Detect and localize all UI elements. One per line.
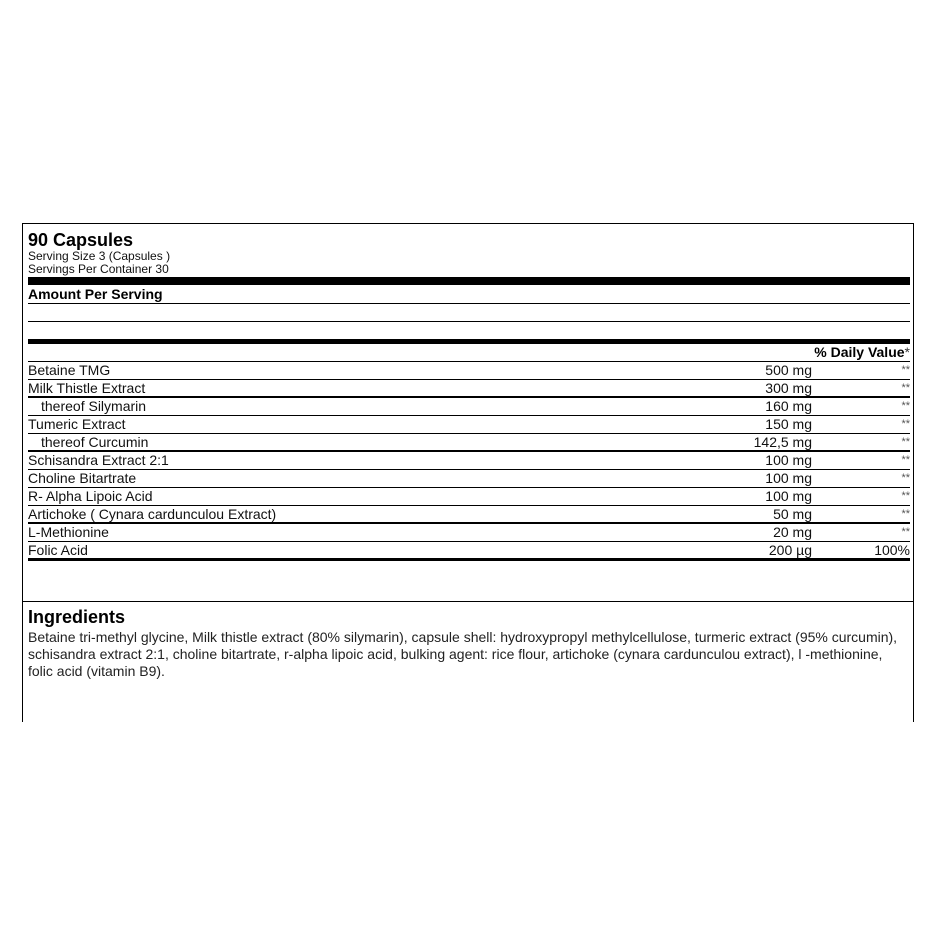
nutrient-row <box>28 434 910 452</box>
nutrient-name: Tumeric Extract <box>28 416 126 432</box>
nutrient-amount: 150 mg <box>765 416 812 432</box>
nutrient-row <box>28 470 910 488</box>
nutrient-name: Artichoke ( Cynara cardunculou Extract) <box>28 506 277 522</box>
nutrient-daily-value: ** <box>901 472 910 484</box>
nutrient-row <box>28 416 910 434</box>
nutrient-amount: 20 mg <box>773 524 812 540</box>
nutrient-amount: 500 mg <box>765 362 812 378</box>
nutrient-name: Choline Bitartrate <box>28 470 137 486</box>
nutrient-row <box>28 398 910 416</box>
nutrient-name: R- Alpha Lipoic Acid <box>28 488 153 504</box>
nutrient-daily-value: ** <box>901 382 910 394</box>
ingredients-section <box>28 605 898 680</box>
nutrient-amount: 100 mg <box>765 470 812 486</box>
daily-value-header <box>28 344 910 362</box>
nutrient-daily-value: ** <box>901 364 910 376</box>
nutrient-name: Folic Acid <box>28 542 88 558</box>
product-title: 90 Capsules <box>28 230 134 250</box>
daily-value-label: % Daily Value <box>814 344 905 360</box>
servings-per-container: Servings Per Container 30 <box>28 262 169 276</box>
amount-per-serving-heading: Amount Per Serving <box>28 285 910 304</box>
nutrient-amount: 200 µg <box>768 542 812 558</box>
section-divider <box>23 601 913 602</box>
nutrient-name: thereof Silymarin <box>41 398 147 414</box>
nutrient-row <box>28 506 910 524</box>
serving-size: Serving Size 3 (Capsules ) <box>28 249 171 263</box>
nutrient-daily-value: ** <box>901 418 910 430</box>
nutrient-daily-value: ** <box>901 400 910 412</box>
nutrient-amount: 100 mg <box>765 452 812 468</box>
nutrient-row <box>28 542 910 561</box>
thick-divider <box>28 277 910 285</box>
nutrient-daily-value: ** <box>901 490 910 502</box>
nutrient-name: thereof Curcumin <box>41 434 149 450</box>
nutrient-daily-value: ** <box>901 508 910 520</box>
supplement-facts-panel <box>28 224 910 561</box>
nutrient-row <box>28 524 910 542</box>
nutrient-amount: 300 mg <box>765 380 812 396</box>
nutrient-name: Schisandra Extract 2:1 <box>28 452 169 468</box>
nutrient-amount: 142,5 mg <box>753 434 812 450</box>
ingredients-text: Betaine tri-methyl glycine, Milk thistle extract (80% silymarin), capsule shell: hydroxypropyl methylcellulose, turmeric extract (95% curcumin), schisandra extract 2:1, choline bitartrate, r-alpha lipoic acid, bulking agent: rice flour, artichoke (cynara cardunculou extract), l -methionine, folic acid (vitamin B9). <box>28 629 898 679</box>
nutrient-amount: 100 mg <box>765 488 812 504</box>
nutrient-row <box>28 362 910 380</box>
nutrient-name: Milk Thistle Extract <box>28 380 146 396</box>
daily-value-asterisk: * <box>904 344 910 360</box>
nutrient-row <box>28 379 910 398</box>
ingredients-heading: Ingredients <box>28 607 126 627</box>
nutrient-daily-value: ** <box>901 436 910 448</box>
nutrient-amount: 160 mg <box>765 398 812 414</box>
blank-row <box>28 304 910 322</box>
nutrient-row <box>28 452 910 470</box>
nutrient-daily-value: 100% <box>874 542 910 558</box>
nutrient-amount: 50 mg <box>773 506 812 522</box>
nutrient-name: Betaine TMG <box>28 362 111 378</box>
supplement-facts-label <box>22 223 914 722</box>
nutrient-row <box>28 488 910 506</box>
nutrient-daily-value: ** <box>901 454 910 466</box>
nutrient-daily-value: ** <box>901 526 910 538</box>
nutrient-name: L-Methionine <box>28 524 109 540</box>
